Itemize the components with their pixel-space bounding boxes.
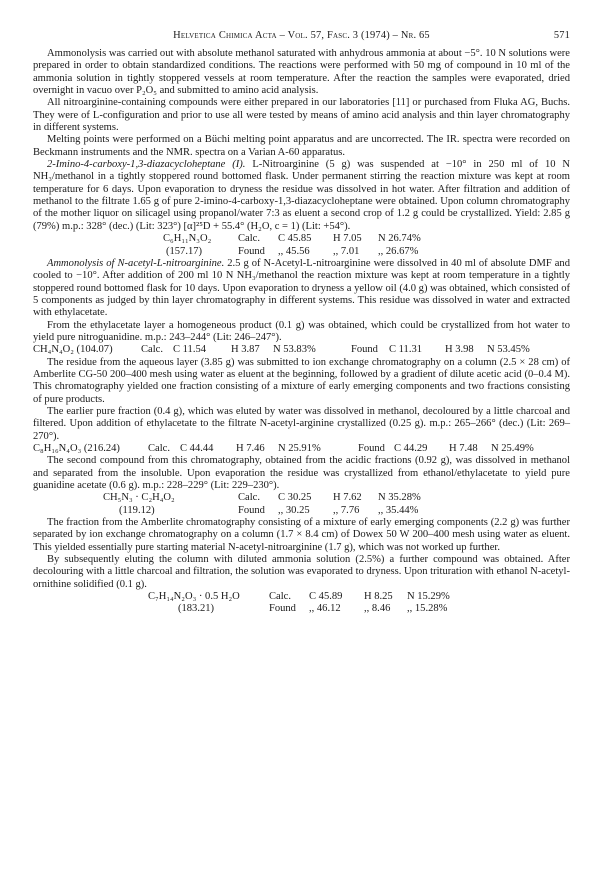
analysis-calc-c: C 11.54 bbox=[173, 344, 207, 356]
analysis-found-label: Found bbox=[238, 504, 265, 516]
paragraph-ammonolysis-acetyl bbox=[33, 258, 570, 320]
ammonolysis-text: 2.5 g of N-Acetyl-L-nitroarginine were dissolved in 40 ml of absolute DMF and cooled to −10°. After addition of 200 ml 10 N NH₃/methanol the reaction mixture was kept at room temperature in a tightly stoppered round bottomed flask for 10 days. Upon evaporation to dryness a yellow oil (4.0 g) was obtained, which consisted of 5 components as judged by thin layer chromatography in different systems. This residue was dissolved in water and extracted with ethylacetate. bbox=[33, 257, 570, 319]
analysis-calc-c: C 44.44 bbox=[180, 443, 214, 454]
analysis-found-h: H 7.48 bbox=[449, 443, 478, 454]
analysis-calc-n: N 26.74% bbox=[378, 233, 421, 245]
analysis-calc-n: N 35.28% bbox=[378, 492, 421, 504]
analysis-acetylarginine bbox=[33, 443, 570, 455]
analysis-weight: (119.12) bbox=[119, 504, 155, 516]
analysis-formula: C₈H₁₆N₄O₃ (216.24) bbox=[33, 443, 120, 454]
analysis-found-n: ,, 35.44% bbox=[378, 504, 419, 516]
paragraph-ornithine: By subsequently eluting the column with diluted ammonia solution (2.5%) a further compound was obtained. After decolouring with a little charcoal and filtration, the solution was evaporated to dryness. Upon trituration with ethanol N-acetyl-ornithine solidified (0.1 g). bbox=[33, 554, 570, 590]
analysis-found-label: Found bbox=[351, 344, 378, 356]
paragraph-guanidine-acetate: The second compound from this chromatography, obtained from the acidic fractions (0.92 g), was dissolved in methanol and separated from the insoluble. Upon evaporation the residue was crystallized from ethanol/ethylacetate to yield pure guanidine acetate (0.6 g). m.p.: 228–229° (Lit: 229–230°). bbox=[33, 455, 570, 492]
analysis-found-c: C 44.29 bbox=[394, 443, 428, 454]
analysis-found-h: ,, 7.01 bbox=[333, 245, 360, 257]
analysis-calc-c: C 30.25 bbox=[278, 492, 312, 504]
analysis-calc-n: N 25.91% bbox=[278, 443, 321, 454]
analysis-found-c: C 11.31 bbox=[389, 344, 423, 356]
analysis-guanidine-acetate-calc bbox=[33, 492, 570, 504]
analysis-calc-h: H 7.46 bbox=[236, 443, 265, 454]
paragraph-nitroguanidine: From the ethylacetate layer a homogeneous product (0.1 g) was obtained, which could be crystallized from hot water to yield pure nitroguanidine. m.p.: 243–244° (Lit: 246–247°). bbox=[33, 319, 570, 343]
analysis-formula: C₇H₁₄N₂O₃ · 0.5 H₂O bbox=[148, 591, 240, 603]
analysis-found-n: ,, 26.67% bbox=[378, 245, 419, 257]
analysis-found-label: Found bbox=[269, 603, 296, 615]
analysis-ornithine-calc bbox=[33, 591, 570, 603]
analysis-calc-n: N 15.29% bbox=[407, 591, 450, 603]
analysis-guanidine-acetate-found bbox=[33, 505, 570, 517]
ammonolysis-heading: Ammonolysis of N-acetyl-L-nitroarginine. bbox=[47, 257, 225, 269]
analysis-found-label: Found bbox=[238, 245, 265, 257]
analysis-calc-label: Calc. bbox=[238, 233, 260, 245]
analysis-found-h: H 3.98 bbox=[445, 344, 474, 356]
analysis-calc-n: N 53.83% bbox=[273, 344, 316, 356]
paragraph-dowex: The fraction from the Amberlite chromatography consisting of a mixture of early emerging components (2.2 g) was further separated by ion exchange chromatography on a column (1.7 × 8.4 cm) of Dowex 50 W 200–400 mesh using water as eluent. This yielded essentially pure starting material N-acetyl-nitroarginine (1.7 g), which was not worked up further. bbox=[33, 517, 570, 553]
running-header bbox=[33, 30, 570, 48]
analysis-calc-h: H 8.25 bbox=[364, 591, 393, 603]
compound-I-text: L-Nitroarginine (5 g) was suspended at −10° in 250 ml of 10 N NH₃/methanol in a tightly stoppered round bottomed flask. Under permanent stirring the reaction mixture was kept at room temperature for 6 days. Upon evaporation to dryness the residue was dissolved in hot water. After filtration and addition of methanol to the filtrate 1.65 g of pure 2-imino-4-carboxy-1,3-diazacycloheptane were obtained. Upon column chromatography of the mother liquor on silicagel using propanol/water 7:3 as eluent a second crop of 1.2 g could be crystallized. Yield: 2.85 g (79%) m.p.: 328° (dec.) (Lit: 323°) [α]²⁵D + 55.4° (H₂O, c = 1) (Lit: +54°). bbox=[33, 159, 571, 232]
analysis-nitroguanidine bbox=[33, 344, 570, 356]
running-title: Helvetica Chimica Acta – Vol. 57, Fasc. 3 (1974) – Nr. 65 bbox=[173, 30, 430, 41]
analysis-found-h: ,, 7.76 bbox=[333, 504, 360, 516]
analysis-formula: CH₄N₄O₂ (104.07) bbox=[33, 344, 113, 356]
analysis-calc-c: C 45.89 bbox=[309, 591, 343, 603]
analysis-formula: CH₅N₃ · C₂H₄O₂ bbox=[103, 492, 175, 504]
analysis-formula: C₆H₁₁N₃O₂ bbox=[163, 233, 212, 245]
analysis-compound-I-found bbox=[33, 246, 570, 258]
analysis-found-n: N 53.45% bbox=[487, 344, 530, 356]
analysis-calc-label: Calc. bbox=[141, 344, 163, 356]
analysis-calc-h: H 7.05 bbox=[333, 233, 362, 245]
analysis-found-c: ,, 45.56 bbox=[278, 245, 310, 257]
paragraph-apparatus: Melting points were performed on a Büchi melting point apparatus and are uncorrected. The IR. spectra were recorded on Beckmann instruments and the NMR. spectra on a Varian A-60 apparatus. bbox=[33, 134, 570, 158]
analysis-compound-I-calc bbox=[33, 233, 570, 245]
analysis-calc-h: H 7.62 bbox=[333, 492, 362, 504]
analysis-weight: (157.17) bbox=[166, 245, 203, 257]
analysis-found-c: ,, 46.12 bbox=[309, 603, 341, 615]
analysis-found-label: Found bbox=[358, 443, 385, 454]
analysis-ornithine-found bbox=[33, 603, 570, 615]
paragraph-acetylarginine: The earlier pure fraction (0.4 g), which was eluted by water was dissolved in methanol, decoloured by a little charcoal and filtered. Upon addition of ethylacetate to the filtrate N-acetyl-arginine crystallized (0.25 g). m.p.: 265–266° (dec.) (Lit: 269–270°). bbox=[33, 405, 570, 442]
analysis-found-n: ,, 15.28% bbox=[407, 603, 448, 615]
analysis-found-h: ,, 8.46 bbox=[364, 603, 391, 615]
paragraph-ion-exchange: The residue from the aqueous layer (3.85 g) was submitted to ion exchange chromatography on a column (2.5 × 28 cm) of Amberlite CG-50 200–400 mesh using water as eluent at the beginning, followed by a gradient of dilute acetic acid (0–0.4 M). This chromatography yielded one fraction consisting of a mixture of early emerging components and two fractions consisting of pure products. bbox=[33, 356, 570, 405]
page-number: 571 bbox=[553, 30, 570, 41]
analysis-calc-h: H 3.87 bbox=[231, 344, 260, 356]
paragraph-ammonolysis-method: Ammonolysis was carried out with absolute methanol saturated with anhydrous ammonia at about −5°. 10 N solutions were prepared in order to obtain standardized conditions. The reactions were performed with 50 mg of compound in 10 ml of the ammonia solution in tightly stoppered vessels at room temperature. After the reaction the samples were evaporated, dried overnight in vacuo over P₂O₅ and submitted to amino acid analysis. bbox=[33, 48, 570, 97]
analysis-calc-c: C 45.85 bbox=[278, 233, 312, 245]
analysis-found-c: ,, 30.25 bbox=[278, 504, 310, 516]
analysis-calc-label: Calc. bbox=[238, 492, 260, 504]
journal-page bbox=[33, 30, 570, 616]
analysis-weight: (183.21) bbox=[178, 603, 215, 615]
analysis-found-n: N 25.49% bbox=[491, 443, 534, 454]
analysis-calc-label: Calc. bbox=[148, 443, 170, 454]
analysis-calc-label: Calc. bbox=[269, 591, 291, 603]
paragraph-materials: All nitroarginine-containing compounds were either prepared in our laboratories [11] or purchased from Fluka AG, Buchs. They were of L-configuration and prior to use all were tested by means of amino acid analysis and thin layer chromatography in different systems. bbox=[33, 97, 570, 134]
paragraph-compound-I bbox=[33, 159, 570, 233]
compound-I-heading: 2-Imino-4-carboxy-1,3-diazacycloheptane (I). bbox=[47, 159, 246, 171]
